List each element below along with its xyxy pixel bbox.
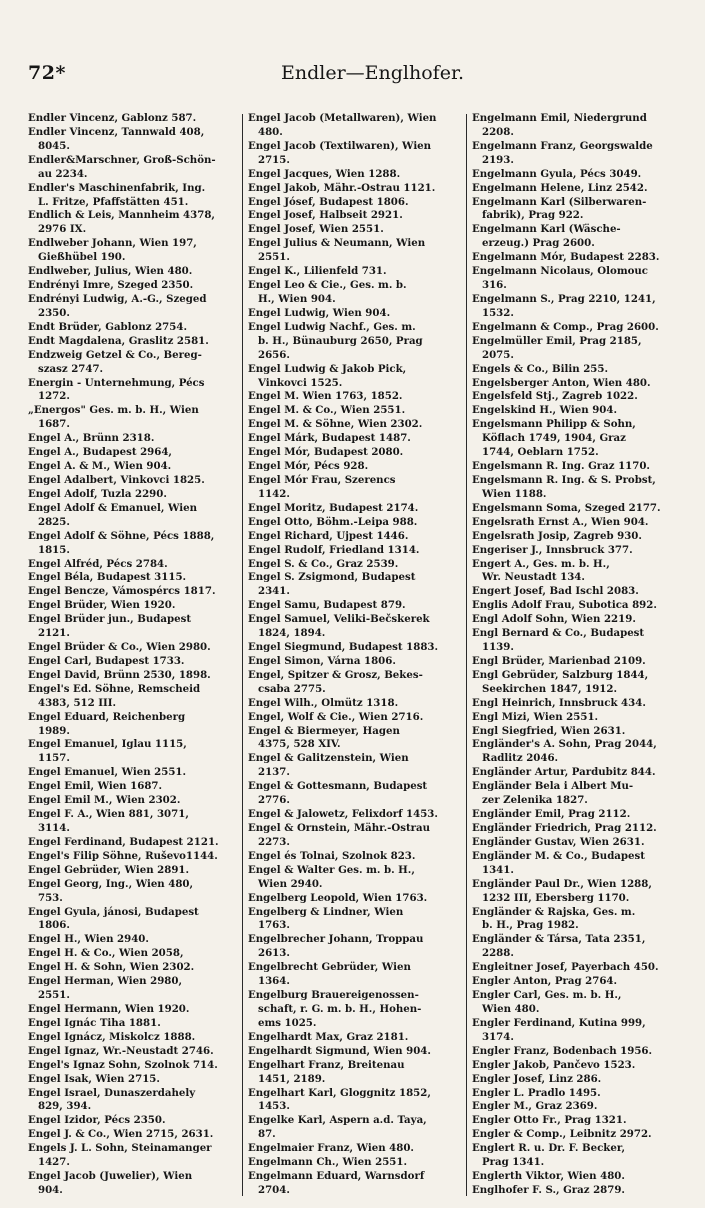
directory-entry-line: Engel A., Brünn 2318. xyxy=(28,432,155,445)
column-rule-2 xyxy=(466,114,467,1196)
directory-entry-line: Engelhardt Max, Graz 2181. xyxy=(248,1030,409,1043)
directory-entry-line: Engel Gebrüder, Wien 2891. xyxy=(28,863,190,876)
directory-entry-line: Engleitner Josef, Payerbach 450. xyxy=(472,961,659,974)
directory-entry-line: Engel Brüder & Co., Wien 2980. xyxy=(28,641,211,654)
directory-entry-line: 2776. xyxy=(258,794,290,807)
directory-entry-line: Engelmann Eduard, Warnsdorf xyxy=(248,1170,425,1183)
directory-entry-line: Endzweig Getzel & Co., Bereg- xyxy=(28,348,202,361)
directory-entry-line: Englert R. u. Dr. F. Becker, xyxy=(472,1142,625,1155)
directory-entry-line: 8045. xyxy=(38,139,70,152)
directory-entry-line: Radlitz 2046. xyxy=(482,752,559,765)
directory-entry-line: Engler Anton, Prag 2764. xyxy=(472,975,618,988)
directory-entry-line: Engel Emanuel, Iglau 1115, xyxy=(28,738,187,751)
directory-entry-line: Engel Carl, Budapest 1733. xyxy=(28,654,185,667)
directory-entry-line: Engel's Ed. Söhne, Remscheid xyxy=(28,682,201,695)
directory-entry-line: 2704. xyxy=(258,1183,290,1196)
directory-entry-line: Engländer & Rajska, Ges. m. xyxy=(472,905,636,918)
directory-entry-line: 2121. xyxy=(38,627,70,640)
directory-entry-line: Endrényi Ludwig, A.-G., Szeged xyxy=(28,292,207,305)
directory-entry-line: Wr. Neustadt 134. xyxy=(482,571,585,584)
directory-entry-line: Endrényi Imre, Szeged 2350. xyxy=(28,279,194,292)
directory-entry-line: Engel Jósef, Budapest 1806. xyxy=(248,195,409,208)
directory-entry-line: 2288. xyxy=(482,947,514,960)
directory-entry-line: Engel A. & M., Wien 904. xyxy=(28,460,172,473)
directory-entry-line: Engel H., Wien 2940. xyxy=(28,933,149,946)
directory-entry-line: Engel Ludwig & Jakob Pick, xyxy=(248,362,407,375)
directory-entry-line: 1744, Oeblarn 1752. xyxy=(482,446,599,459)
directory-entry-line: 2656. xyxy=(258,348,290,361)
directory-entry-line: Engel J. & Co., Wien 2715, 2631. xyxy=(28,1128,214,1141)
directory-entry-line: Engel Alfréd, Pécs 2784. xyxy=(28,557,168,570)
directory-entry-line: Engel K., Lilienfeld 731. xyxy=(248,265,387,278)
directory-entry-line: 2193. xyxy=(482,153,514,166)
directory-entry-line: Engl Adolf Sohn, Wien 2219. xyxy=(472,613,636,626)
directory-entry-line: 1815. xyxy=(38,543,70,556)
directory-entry-line: Engelsrath Ernst A., Wien 904. xyxy=(472,515,649,528)
directory-entry-line: Engel Brüder jun., Budapest xyxy=(28,613,192,626)
directory-entry-line: Engel & Gottesmann, Budapest xyxy=(248,780,428,793)
page-title: Endler—Englhofer. xyxy=(280,62,464,84)
directory-entry-line: 1532. xyxy=(482,306,514,319)
directory-entry-line: Engel Adalbert, Vinkovci 1825. xyxy=(28,473,205,486)
directory-entry-line: L. Fritze, Pfaffstätten 451. xyxy=(38,195,189,208)
directory-entry-line: 1763. xyxy=(258,919,290,932)
directory-entry-line: Engelsmann R. Ing. & S. Probst, xyxy=(472,473,656,486)
directory-entry-line: au 2234. xyxy=(38,167,88,180)
directory-entry-line: Engel Jacob (Juwelier), Wien xyxy=(28,1170,193,1183)
directory-entry-line: 1453. xyxy=(258,1100,290,1113)
directory-entry-line: Engel Moritz, Budapest 2174. xyxy=(248,501,419,514)
directory-entry-line: Engler Josef, Linz 286. xyxy=(472,1072,602,1085)
directory-entry-line: Engel Julius & Neumann, Wien xyxy=(248,237,426,250)
directory-entry-line: Engler Carl, Ges. m. b. H., xyxy=(472,989,622,1002)
directory-entry-line: Engländer Friedrich, Prag 2112. xyxy=(472,822,657,835)
directory-entry-line: Engelmann & Comp., Prag 2600. xyxy=(472,320,659,333)
directory-entry-line: Engl Brüder, Marienbad 2109. xyxy=(472,654,646,667)
directory-entry-line: b. H., Bünauburg 2650, Prag xyxy=(258,334,423,347)
column-rule-1 xyxy=(242,114,243,1196)
directory-entry-line: Engels & Co., Bilin 255. xyxy=(472,362,609,375)
directory-entry-line: 1272. xyxy=(38,390,70,403)
directory-entry-line: Engl Mizi, Wien 2551. xyxy=(472,710,599,723)
directory-entry-line: Engel & Biermeyer, Hagen xyxy=(248,724,400,737)
directory-entry-line: 1824, 1894. xyxy=(258,627,326,640)
directory-column-2 xyxy=(248,112,462,1197)
directory-entry-line: Engel Georg, Ing., Wien 480, xyxy=(28,877,194,890)
directory-entry-line: Engelbrecht Gebrüder, Wien xyxy=(248,961,411,974)
directory-entry-line: Engelmann Nicolaus, Olomouc xyxy=(472,265,648,278)
directory-entry-line: Engelberg Leopold, Wien 1763. xyxy=(248,891,428,904)
directory-entry-line: Engelmann Mór, Budapest 2283. xyxy=(472,251,660,264)
directory-entry-line: Engel Simon, Várna 1806. xyxy=(248,654,396,667)
directory-entry-line: Engelmüller Emil, Prag 2185, xyxy=(472,334,642,347)
directory-entry-line: 1451, 2189. xyxy=(258,1072,326,1085)
directory-entry-line: Engel Samu, Budapest 879. xyxy=(248,599,406,612)
directory-entry-line: Engeriser J., Innsbruck 377. xyxy=(472,543,633,556)
directory-entry-line: Engel és Tolnai, Szolnok 823. xyxy=(248,849,416,862)
directory-entry-line: Engelsmann R. Ing. Graz 1170. xyxy=(472,460,650,473)
directory-entry-line: Köflach 1749, 1904, Graz xyxy=(482,432,626,445)
directory-entry-line: Engel Hermann, Wien 1920. xyxy=(28,1003,190,1015)
directory-entry-line: Engel S. Zsigmond, Budapest xyxy=(248,571,416,584)
directory-entry-line: Engländer Paul Dr., Wien 1288, xyxy=(472,877,652,890)
directory-entry-line: Engel M. Wien 1763, 1852. xyxy=(248,390,403,403)
directory-entry-line: Engelmann Karl (Silberwaren- xyxy=(472,195,647,208)
directory-entry-line: Engel Ignác Tiha 1881. xyxy=(28,1016,161,1029)
directory-entry-line: Engel Brüder, Wien 1920. xyxy=(28,599,176,612)
directory-entry-line: 2551. xyxy=(258,251,290,264)
directory-entry-line: Engel Ferdinand, Budapest 2121. xyxy=(28,835,219,848)
directory-entry-line: 2613. xyxy=(258,947,290,960)
directory-entry-line: 1341. xyxy=(482,863,514,876)
directory-entry-line: 2551. xyxy=(38,989,70,1002)
directory-entry-line: H., Wien 904. xyxy=(258,292,336,305)
directory-column-3 xyxy=(472,112,694,1197)
directory-entry-line: Engel David, Brünn 2530, 1898. xyxy=(28,668,211,681)
directory-entry-line: 2137. xyxy=(258,766,290,779)
directory-entry-line: Engel Otto, Böhm.-Leipa 988. xyxy=(248,515,418,528)
directory-entry-line: Englhofer F. S., Graz 2879. xyxy=(472,1183,625,1196)
directory-entry-line: 2976 IX. xyxy=(38,223,87,236)
directory-entry-line: Engelke Karl, Aspern a.d. Taya, xyxy=(248,1114,427,1127)
directory-entry-line: 2350. xyxy=(38,306,70,319)
directory-entry-line: Prag 1341. xyxy=(482,1156,545,1169)
directory-entry-line: Engl Gebrüder, Salzburg 1844, xyxy=(472,668,649,681)
directory-entry-line: Engländer M. & Co., Budapest xyxy=(472,849,645,862)
directory-entry-line: Engel Bencze, Vámospércs 1817. xyxy=(28,585,216,598)
directory-entry-line: Engel Ludwig Nachf., Ges. m. xyxy=(248,320,416,333)
directory-entry-line: Engelhardt Sigmund, Wien 904. xyxy=(248,1044,431,1057)
directory-entry-line: Engel F. A., Wien 881, 3071, xyxy=(28,808,189,821)
directory-entry-line: Endler's Maschinenfabrik, Ing. xyxy=(28,181,206,194)
directory-entry-line: Engelhart Franz, Breitenau xyxy=(248,1058,405,1071)
directory-entry-line: Engel Samuel, Veliki-Bečskerek xyxy=(248,613,430,626)
directory-entry-line: Engel Jacques, Wien 1288. xyxy=(248,167,401,180)
directory-entry-line: b. H., Prag 1982. xyxy=(482,919,579,932)
directory-entry-line: Engel Siegmund, Budapest 1883. xyxy=(248,641,439,654)
directory-entry-line: 829, 394. xyxy=(38,1100,92,1113)
directory-entry-line: Engelmann Emil, Niedergrund xyxy=(472,112,647,124)
directory-entry-line: zer Zelenika 1827. xyxy=(482,794,588,807)
directory-entry-line: „Energos" Ges. m. b. H., Wien xyxy=(28,404,199,417)
directory-entry-line: 2208. xyxy=(482,125,514,138)
directory-entry-line: Endler Vincenz, Tannwald 408, xyxy=(28,125,205,138)
directory-entry-line: Engel Richard, Ujpest 1446. xyxy=(248,529,409,542)
directory-entry-line: Wien 2940. xyxy=(258,877,323,890)
directory-entry-line: 1427. xyxy=(38,1156,70,1169)
directory-entry-line: Engler Otto Fr., Prag 1321. xyxy=(472,1114,627,1127)
directory-entry-line: Engel Herman, Wien 2980, xyxy=(28,975,183,988)
directory-entry-line: Gießhübel 190. xyxy=(38,251,126,264)
directory-entry-line: Wien 480. xyxy=(482,1003,540,1015)
directory-entry-line: 1139. xyxy=(482,641,514,654)
directory-entry-line: Engelbrecher Johann, Troppau xyxy=(248,933,424,946)
directory-entry-line: Engländer Gustav, Wien 2631. xyxy=(472,835,645,848)
directory-entry-line: Engert Josef, Bad Ischl 2083. xyxy=(472,585,639,598)
directory-entry-line: Engländer Bela i Albert Mu- xyxy=(472,780,634,793)
directory-entry-line: Engl Heinrich, Innsbruck 434. xyxy=(472,696,646,709)
directory-entry-line: Engel Jacob (Textilwaren), Wien xyxy=(248,139,432,152)
directory-entry-line: Engelmann Franz, Georgswalde xyxy=(472,139,653,152)
directory-entry-line: 1232 III, Ebersberg 1170. xyxy=(482,891,630,904)
directory-entry-line: Wien 1188. xyxy=(482,487,547,500)
directory-entry-line: Engelmann Ch., Wien 2551. xyxy=(248,1156,408,1169)
directory-entry-line: Engel Jakob, Mähr.-Ostrau 1121. xyxy=(248,181,436,194)
directory-entry-line: Engelmann S., Prag 2210, 1241, xyxy=(472,292,656,305)
directory-entry-line: 1142. xyxy=(258,487,290,500)
directory-entry-line: csaba 2775. xyxy=(258,682,326,695)
directory-entry-line: Engler Ferdinand, Kutina 999, xyxy=(472,1016,646,1029)
directory-entry-line: 2273. xyxy=(258,835,290,848)
directory-entry-line: Engel & Jalowetz, Felixdorf 1453. xyxy=(248,808,438,821)
directory-entry-line: Englis Adolf Frau, Subotica 892. xyxy=(472,599,657,612)
directory-entry-line: Engler Franz, Bodenbach 1956. xyxy=(472,1044,653,1057)
directory-entry-line: Engel Gyula, jánosi, Budapest xyxy=(28,905,199,918)
directory-entry-line: Engel Jacob (Metallwaren), Wien xyxy=(248,112,437,124)
directory-entry-line: Engländer Emil, Prag 2112. xyxy=(472,808,631,821)
directory-entry-line: Engel A., Budapest 2964, xyxy=(28,446,172,459)
directory-entry-line: Engel & Galitzenstein, Wien xyxy=(248,752,409,765)
directory-entry-line: Engländer Artur, Pardubitz 844. xyxy=(472,766,656,779)
directory-entry-line: Endlweber Johann, Wien 197, xyxy=(28,237,197,250)
directory-entry-line: Endlweber, Julius, Wien 480. xyxy=(28,265,193,278)
directory-entry-line: Engel Rudolf, Friedland 1314. xyxy=(248,543,420,556)
directory-entry-line: Endler&Marschner, Groß-Schön- xyxy=(28,153,216,166)
directory-entry-line: Engelmann Gyula, Pécs 3049. xyxy=(472,167,642,180)
directory-entry-line: Seekirchen 1847, 1912. xyxy=(482,682,618,695)
directory-entry-line: 4375, 528 XIV. xyxy=(258,738,341,751)
directory-entry-line: Engler Jakob, Pančevo 1523. xyxy=(472,1058,636,1071)
directory-entry-line: Engelmaier Franz, Wien 480. xyxy=(248,1142,414,1155)
directory-entry-line: Engel Béla, Budapest 3115. xyxy=(28,571,187,584)
directory-entry-line: 2825. xyxy=(38,515,70,528)
directory-entry-line: Engl Bernard & Co., Budapest xyxy=(472,627,645,640)
directory-entry-line: Engel Ignácz, Miskolcz 1888. xyxy=(28,1030,196,1043)
directory-entry-line: Englerth Viktor, Wien 480. xyxy=(472,1170,625,1183)
directory-entry-line: Engelskind H., Wien 904. xyxy=(472,404,618,417)
directory-entry-line: 1989. xyxy=(38,724,70,737)
directory-entry-line: Engel H. & Sohn, Wien 2302. xyxy=(28,961,195,974)
directory-entry-line: fabrik), Prag 922. xyxy=(482,209,584,222)
directory-entry-line: 1364. xyxy=(258,975,290,988)
directory-entry-line: Engel Márk, Budapest 1487. xyxy=(248,432,411,445)
directory-entry-line: Endt Brüder, Gablonz 2754. xyxy=(28,320,187,333)
directory-entry-line: Endlich & Leis, Mannheim 4378, xyxy=(28,209,215,222)
directory-entry-line: Engel Josef, Wien 2551. xyxy=(248,223,384,236)
directory-entry-line: Engel Mór, Pécs 928. xyxy=(248,460,369,473)
directory-entry-line: Engel M. & Co., Wien 2551. xyxy=(248,404,406,417)
directory-entry-line: Engel Israel, Dunaszerdahely xyxy=(28,1086,196,1099)
directory-entry-line: 480. xyxy=(258,125,283,138)
directory-entry-line: 316. xyxy=(482,279,507,292)
directory-entry-line: Engelburg Brauereigenossen- xyxy=(248,989,419,1002)
directory-entry-line: Engel Josef, Halbseit 2921. xyxy=(248,209,403,222)
directory-entry-line: Engert A., Ges. m. b. H., xyxy=(472,557,610,570)
directory-entry-line: Engel Leo & Cie., Ges. m. b. xyxy=(248,279,407,292)
directory-entry-line: Engel's Filip Söhne, Ruševo1144. xyxy=(28,849,218,862)
directory-entry-line: Engel Isak, Wien 2715. xyxy=(28,1072,160,1085)
directory-entry-line: Engel & Ornstein, Mähr.-Ostrau xyxy=(248,822,431,835)
directory-entry-line: Engel Izidor, Pécs 2350. xyxy=(28,1114,166,1127)
directory-entry-line: 2075. xyxy=(482,348,514,361)
directory-entry-line: Engelsrath Josip, Zagreb 930. xyxy=(472,529,642,542)
directory-entry-line: Engelhart Karl, Gloggnitz 1852, xyxy=(248,1086,431,1099)
directory-entry-line: Vinkovci 1525. xyxy=(258,376,343,389)
directory-entry-line: ems 1025. xyxy=(258,1016,317,1029)
directory-entry-line: Engel Adolf & Söhne, Pécs 1888, xyxy=(28,529,215,542)
directory-entry-line: Engel Eduard, Reichenberg xyxy=(28,710,186,723)
directory-entry-line: 2715. xyxy=(258,153,290,166)
directory-entry-line: Engelsberger Anton, Wien 480. xyxy=(472,376,651,389)
directory-entry-line: 4383, 512 III. xyxy=(38,696,117,709)
directory-entry-line: Engelsmann Soma, Szeged 2177. xyxy=(472,501,661,514)
directory-entry-line: Engel Adolf & Emanuel, Wien xyxy=(28,501,197,514)
directory-entry-line: 3174. xyxy=(482,1030,514,1043)
directory-entry-line: schaft, r. G. m. b. H., Hohen- xyxy=(258,1003,422,1015)
directory-entry-line: Engel Wilh., Olmütz 1318. xyxy=(248,696,399,709)
directory-entry-line: Endler Vincenz, Gablonz 587. xyxy=(28,112,197,124)
page-number: 72* xyxy=(28,62,66,84)
directory-entry-line: Engel Mór, Budapest 2080. xyxy=(248,446,404,459)
directory-entry-line: Engel Ludwig, Wien 904. xyxy=(248,306,391,319)
directory-entry-line: Engelberg & Lindner, Wien xyxy=(248,905,404,918)
directory-entry-line: erzeug.) Prag 2600. xyxy=(482,237,595,250)
directory-entry-line: Engelmann Helene, Linz 2542. xyxy=(472,181,648,194)
directory-entry-line: Engler & Comp., Leibnitz 2972. xyxy=(472,1128,652,1141)
directory-entry-line: Engel H. & Co., Wien 2058, xyxy=(28,947,184,960)
directory-entry-line: Engelsmann Philipp & Sohn, xyxy=(472,418,636,431)
directory-entry-line: 904. xyxy=(38,1183,63,1196)
directory-column-1 xyxy=(28,112,238,1197)
directory-entry-line: 753. xyxy=(38,891,63,904)
directory-entry-line: 87. xyxy=(258,1128,276,1141)
directory-entry-line: Energin - Unternehmung, Pécs xyxy=(28,376,205,389)
directory-entry-line: Endt Magdalena, Graslitz 2581. xyxy=(28,334,209,347)
directory-entry-line: Engler M., Graz 2369. xyxy=(472,1100,598,1113)
directory-entry-line: Engels J. L. Sohn, Steinamanger xyxy=(28,1142,212,1155)
directory-entry-line: Engel S. & Co., Graz 2539. xyxy=(248,557,399,570)
directory-entry-line: szasz 2747. xyxy=(38,362,104,375)
directory-entry-line: Engel M. & Söhne, Wien 2302. xyxy=(248,418,423,431)
directory-entry-line: Engel, Spitzer & Grosz, Bekes- xyxy=(248,668,423,681)
directory-entry-line: Engel Adolf, Tuzla 2290. xyxy=(28,487,167,500)
directory-entry-line: Engel's Ignaz Sohn, Szolnok 714. xyxy=(28,1058,218,1071)
directory-entry-line: 2341. xyxy=(258,585,290,598)
directory-entry-line: Engel Mór Frau, Szerencs xyxy=(248,473,396,486)
directory-entry-line: Engelsfeld Stj., Zagreb 1022. xyxy=(472,390,638,403)
directory-entry-line: Engländer & Társa, Tata 2351, xyxy=(472,933,646,946)
directory-entry-line: Engländer's A. Sohn, Prag 2044, xyxy=(472,738,657,751)
directory-entry-line: Engel Emanuel, Wien 2551. xyxy=(28,766,187,779)
directory-entry-line: 1806. xyxy=(38,919,70,932)
directory-entry-line: 3114. xyxy=(38,822,70,835)
directory-entry-line: Engel Ignaz, Wr.-Neustadt 2746. xyxy=(28,1044,214,1057)
directory-entry-line: Engel & Walter Ges. m. b. H., xyxy=(248,863,415,876)
directory-entry-line: 1687. xyxy=(38,418,70,431)
directory-entry-line: Engelmann Karl (Wäsche- xyxy=(472,223,621,236)
directory-entry-line: Engl Siegfried, Wien 2631. xyxy=(472,724,626,737)
directory-entry-line: Engel Emil, Wien 1687. xyxy=(28,780,163,793)
directory-entry-line: 1157. xyxy=(38,752,70,765)
directory-entry-line: Engler L. Pradlo 1495. xyxy=(472,1086,601,1099)
directory-entry-line: Engel Emil M., Wien 2302. xyxy=(28,794,181,807)
directory-entry-line: Engel, Wolf & Cie., Wien 2716. xyxy=(248,710,424,723)
